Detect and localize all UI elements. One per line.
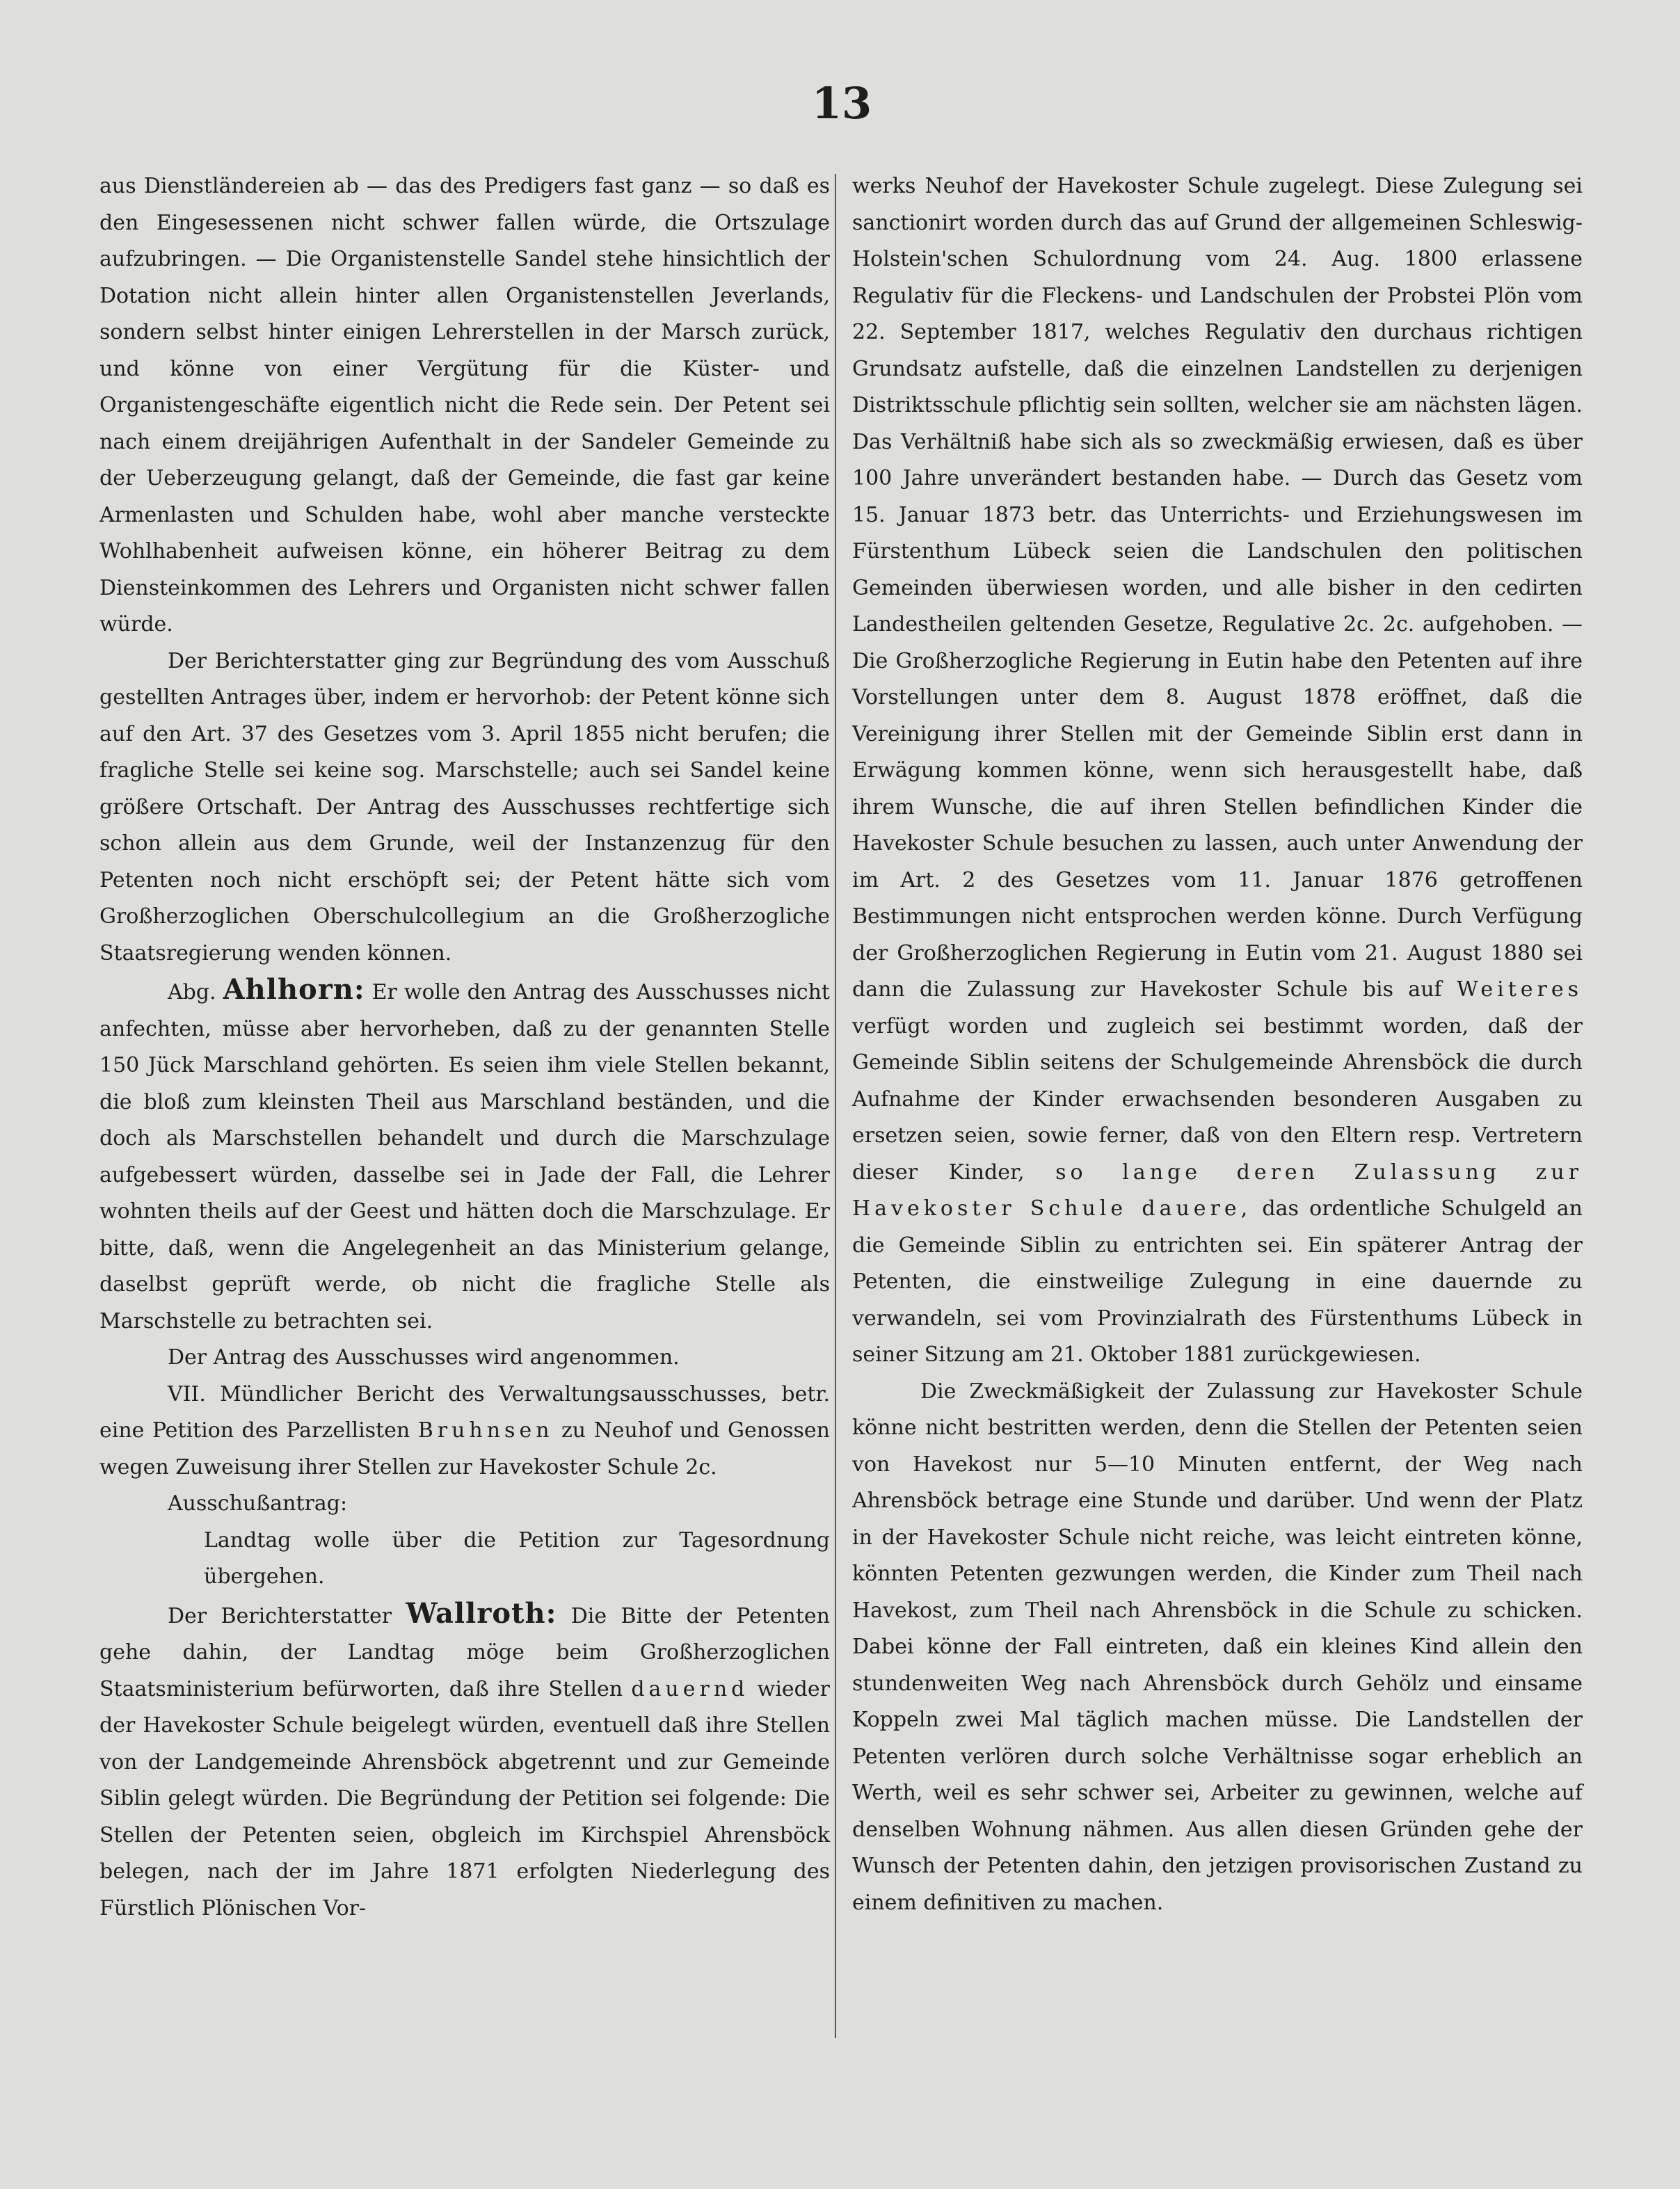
paragraph — [99, 1596, 830, 1927]
paragraph: Der Berichterstatter ging zur Begründung des vom Ausschuß gestellten Antrages über, indem er hervorhob: der Petent könne sich auf den Art. 37 des Gesetzes vom 3. April 1855 nicht berufen; die fragliche Stelle sei keine sog. Marschstelle; auch sei Sandel keine größere Ortschaft. Der Antrag des Ausschusses rechtfertige sich schon allein aus dem Grunde, weil der Instanzenzug für den Petenten noch nicht erschöpft sei; der Petent hätte sich vom Großherzoglichen Oberschulcollegium an die Großherzogliche Staatsregierung wenden können. — [99, 648, 830, 965]
left-column — [99, 168, 830, 1927]
right-column — [852, 168, 1583, 1921]
emphasis: so lange deren Zulassung zur Havekoster Schule dauere, — [852, 1160, 1583, 1221]
prefix: Abg. — [168, 980, 216, 1004]
page-number: 13 — [811, 78, 872, 129]
column-divider — [835, 174, 836, 2038]
motion-text: Landtag wolle über die Petition zur Tagesordnung übergehen. — [204, 1528, 830, 1589]
emphasis: dauernd — [631, 1676, 749, 1701]
motion-label: Ausschußantrag: — [168, 1491, 348, 1516]
paragraph: Der Antrag des Ausschusses wird angenommen. — [168, 1345, 680, 1370]
paragraph-text: verfügt worden und zugleich sei bestimmt worden, daß der Gemeinde Siblin seitens der Schulgemeinde Ahrensböck die durch Aufnahme der Kinder erwachsenden besonderen Ausgaben zu ersetzen seien, sowie ferner, daß von den Eltern resp. Vertretern dieser Kinder, — [852, 1013, 1583, 1185]
paragraph-text: Er wolle den Antrag des Ausschusses nicht anfechten, müsse aber hervorheben, daß zu der genannten Stelle 150 Jück Marschland gehörten. Es seien ihm viele Stellen bekannt, die bloß zum kleinsten Theil aus Marschland beständen, und die doch als Marschstellen behandelt und durch die Marschzulage aufgebessert würden, dasselbe sei in Jade der Fall, die Lehrer wohnten theils auf der Geest und hätten doch die Marschzulage. Er bitte, daß, wenn die Angelegenheit an das Ministerium gelange, daselbst geprüft werde, ob nicht die fragliche Stelle als Marschstelle zu betrachten sei. — [99, 980, 830, 1333]
speaker-name: Wallroth: — [406, 1596, 557, 1630]
paragraph — [99, 972, 830, 1340]
paragraph-text: das ordentliche Schulgeld an die Gemeinde Siblin zu entrichten sei. Ein späterer Antrag der Petenten, die einstweilige Zulegung in eine dauernde zu verwandeln, sei vom Provinzialrath des Fürstenthums Lübeck in seiner Sitzung am 21. Oktober 1881 zurückgewiesen. — [852, 1196, 1583, 1367]
emphasis: Weiteres — [1456, 977, 1583, 1002]
petitioner-name: Bruhnsen — [417, 1418, 554, 1443]
agenda-text: VII. Mündlicher Bericht des Verwaltungsausschusses, betr. eine Petition des Parzellisten — [99, 1381, 830, 1443]
paragraph: Die Zweckmäßigkeit der Zulassung zur Havekoster Schule könne nicht bestritten werden, denn die Stellen der Petenten seien von Havekost nur 5—10 Minuten entfernt, der Weg nach Ahrensböck betrage eine Stunde und darüber. Und wenn der Platz in der Havekoster Schule nicht reiche, was leicht eintreten könne, könnten Petenten gezwungen werden, die Kinder zum Theil nach Havekost, zum Theil nach Ahrensböck in die Schule zu schicken. Dabei könne der Fall eintreten, daß ein kleines Kind allein den stundenweiten Weg nach Ahrensböck durch Gehölz und einsame Koppeln zwei Mal täglich machen müsse. Die Landstellen der Petenten verlören durch solche Verhältnisse sogar erheblich an Werth, weil es sehr schwer sei, Arbeiter zu gewinnen, welche auf denselben Wohnung nähmen. Aus allen diesen Gründen gehe der Wunsch der Petenten dahin, den jetzigen provisorischen Zustand zu einem definitiven zu machen. — [852, 1379, 1583, 1915]
paragraph — [852, 168, 1583, 1374]
prefix: Der Berichterstatter — [168, 1603, 392, 1628]
paragraph-text: Die Bitte der Petenten gehe dahin, der Landtag möge beim Großherzoglichen Staatsministerium befürworten, daß ihre Stellen — [99, 1603, 830, 1701]
agenda-text: zu Neuhof und Genossen wegen Zuweisung ihrer Stellen zur Havekoster Schule 2c. — [99, 1418, 830, 1480]
paragraph-text: wieder der Havekoster Schule beigelegt würden, eventuell daß ihre Stellen von der Landgemeinde Ahrensböck abgetrennt und zur Gemeinde Siblin gelegt würden. Die Begründung der Petition sei folgende: Die Stellen der Petenten seien, obgleich im Kirchspiel Ahrensböck belegen, nach der im Jahre 1871 erfolgten Niederlegung des Fürstlich Plönischen Vor- — [99, 1676, 830, 1921]
paragraph-text: werks Neuhof der Havekoster Schule zugelegt. Diese Zulegung sei sanctionirt worden durch das auf Grund der allgemeinen Schleswig-Holstein'schen Schulordnung vom 24. Aug. 1800 erlassene Regulativ für die Fleckens- und Landschulen der Probstei Plön vom 22. September 1817, welches Regulativ den durchaus richtigen Grundsatz aufstelle, daß die einzelnen Landstellen zu derjenigen Distriktsschule pflichtig sein sollten, welcher sie am nächsten lägen. Das Verhältniß habe sich als so zweckmäßig erwiesen, daß es über 100 Jahre unverändert bestanden habe. — Durch das Gesetz vom 15. Januar 1873 betr. das Unterrichts- und Erziehungswesen im Fürstenthum Lübeck seien die Landschulen den politischen Gemeinden überwiesen worden, und alle bisher in den cedirten Landestheilen geltenden Gesetze, Regulative 2c. 2c. aufgehoben. — Die Großherzogliche Regierung in Eutin habe den Petenten auf ihre Vorstellungen unter dem 8. August 1878 eröffnet, daß die Vereinigung ihrer Stellen mit der Gemeinde Siblin erst dann in Erwägung kommen könne, wenn sich herausgestellt habe, daß ihrem Wunsche, die auf ihren Stellen befindlichen Kinder die Havekoster Schule besuchen zu lassen, auch unter Anwendung der im Art. 2 des Gesetzes vom 11. Januar 1876 getroffenen Bestimmungen nicht entsprochen werden könne. Durch Verfügung der Großherzoglichen Regierung in Eutin vom 21. August 1880 sei dann die Zulassung zur Havekoster Schule bis auf — [852, 174, 1583, 1002]
paragraph: aus Dienstländereien ab — das des Predigers fast ganz — so daß es den Eingesessenen nicht schwer fallen würde, die Ortszulage aufzubringen. — Die Organistenstelle Sandel stehe hinsichtlich der Dotation nicht allein hinter allen Organistenstellen Jeverlands, sondern selbst hinter einigen Lehrerstellen in der Marsch zurück, und könne von einer Vergütung für die Küster- und Organistengeschäfte eigentlich nicht die Rede sein. Der Petent sei nach einem dreijährigen Aufenthalt in der Sandeler Gemeinde zu der Ueberzeugung gelangt, daß der Gemeinde, die fast gar keine Armenlasten und Schulden habe, wohl aber manche versteckte Wohlhabenheit aufweisen könne, ein höherer Beitrag zu dem Diensteinkommen des Lehrers und Organisten nicht schwer fallen würde. — [99, 174, 830, 636]
agenda-item — [99, 1377, 830, 1486]
speaker-name: Ahlhorn: — [223, 973, 365, 1006]
